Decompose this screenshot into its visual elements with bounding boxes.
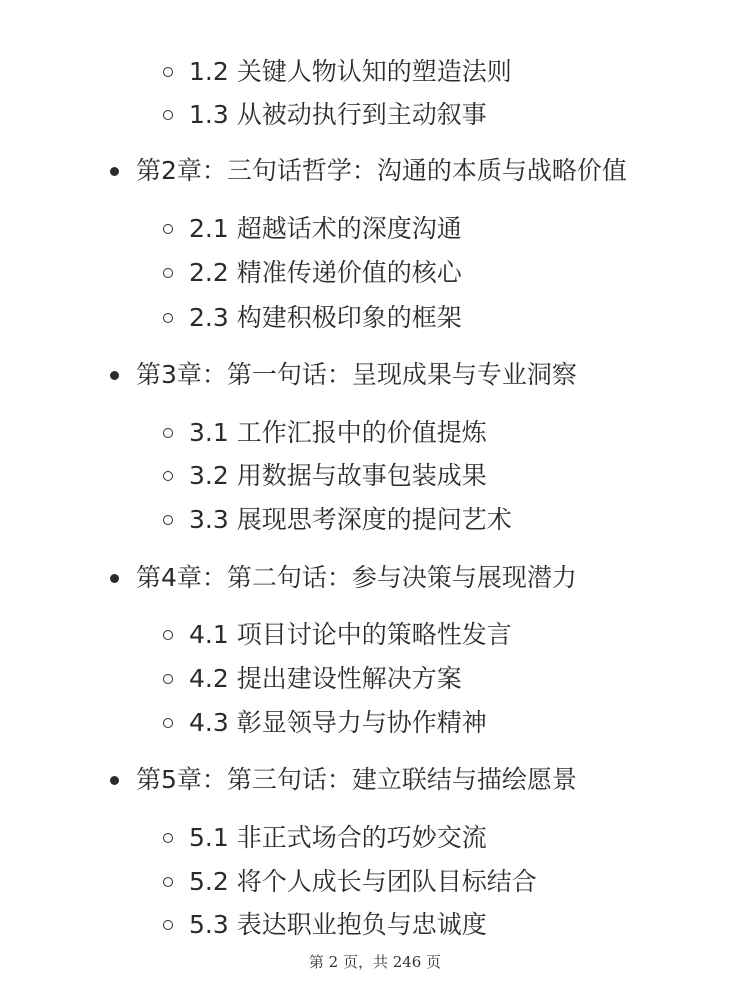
hollow-bullet-icon [163,718,173,728]
hollow-bullet-icon [163,313,173,323]
toc-entry-label: 3.1 工作汇报中的价值提炼 [189,418,487,447]
filled-bullet-icon [110,167,119,176]
hollow-bullet-icon [163,630,173,640]
toc-entry-label: 5.1 非正式场合的巧妙交流 [189,823,487,852]
toc-entry-label: 5.3 表达职业抱负与忠诚度 [189,910,487,939]
toc-entry-label: 1.2 关键人物认知的塑造法则 [189,57,512,86]
toc-entry-label: 4.1 项目讨论中的策略性发言 [189,620,512,649]
toc-entry-label: 4.3 彰显领导力与协作精神 [189,708,487,737]
toc-entry-label: 第5章：第三句话：建立联结与描绘愿景 [136,765,577,794]
toc-entry-label: 5.2 将个人成长与团队目标结合 [189,867,537,896]
filled-bullet-icon [110,574,119,583]
toc-entry-label: 3.2 用数据与故事包装成果 [189,461,487,490]
hollow-bullet-icon [163,515,173,525]
toc-entry-label: 第2章：三句话哲学：沟通的本质与战略价值 [136,156,627,185]
filled-bullet-icon [110,371,119,380]
toc-entry-label: 2.2 精准传递价值的核心 [189,258,462,287]
hollow-bullet-icon [163,833,173,843]
toc-entry-label: 第4章：第二句话：参与决策与展现潜力 [136,563,577,592]
hollow-bullet-icon [163,428,173,438]
toc-entry-label: 3.3 展现思考深度的提问艺术 [189,505,512,534]
hollow-bullet-icon [163,110,173,120]
hollow-bullet-icon [163,268,173,278]
toc-entry-label: 4.2 提出建设性解决方案 [189,664,462,693]
toc-entry-label: 1.3 从被动执行到主动叙事 [189,100,487,129]
page-number-footer: 第 2 页，共 246 页 [308,953,442,971]
hollow-bullet-icon [163,67,173,77]
hollow-bullet-icon [163,877,173,887]
hollow-bullet-icon [163,674,173,684]
toc-entry-label: 2.1 超越话术的深度沟通 [189,214,462,243]
filled-bullet-icon [110,776,119,785]
toc-entry-label: 2.3 构建积极印象的框架 [189,303,462,332]
hollow-bullet-icon [163,471,173,481]
hollow-bullet-icon [163,920,173,930]
toc-entry-label: 第3章：第一句话：呈现成果与专业洞察 [136,360,577,389]
hollow-bullet-icon [163,224,173,234]
